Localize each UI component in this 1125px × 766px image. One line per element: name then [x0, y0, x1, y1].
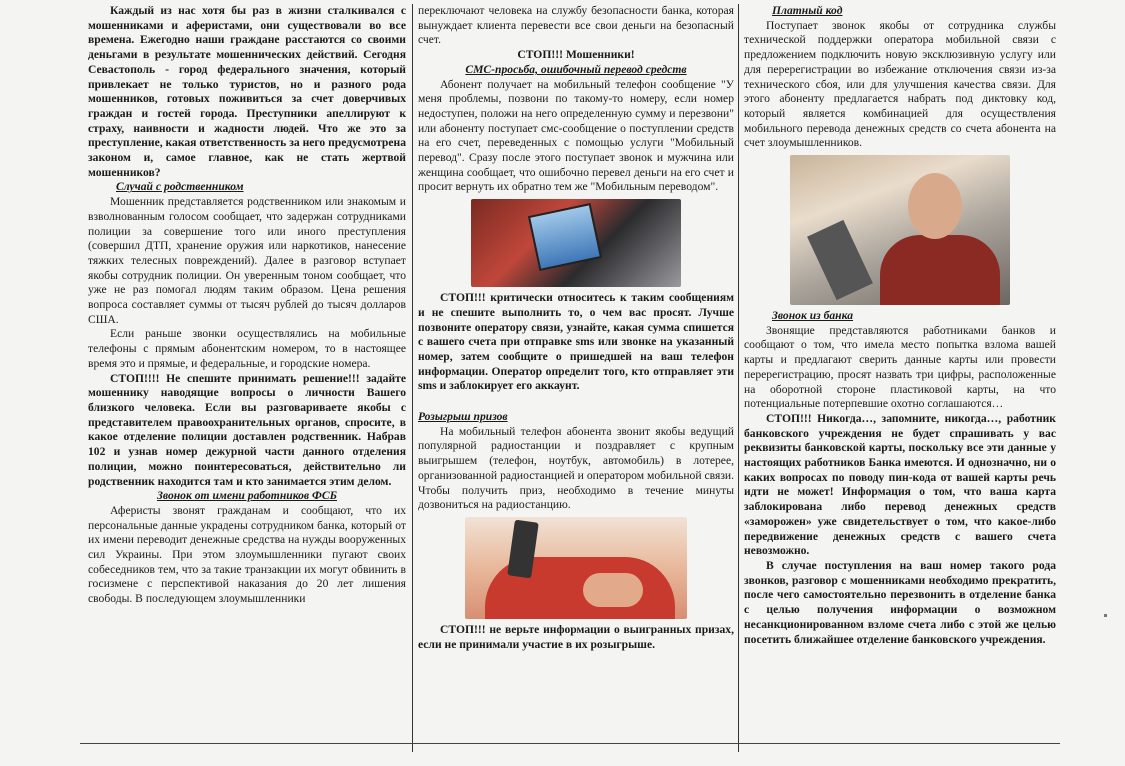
paragraph-sms: Абонент получает на мобильный телефон сообщение "У меня проблемы, позвони по такому-то номеру, если номер недоступен, положи на него определенную сумму и перезвони" или абоненту поступает смс-сообщение о поступлении средств на его счет, переведенных с помощью услуги "Мобильный перевод". Сразу после этого поступает звонок и мужчина или женщина сообщает, что ошибочно перевел деньги на его счет и просит вернуть их обратно тем же "Мобильным переводом". [418, 77, 734, 194]
heading-bank-call: Звонок из банка [772, 309, 854, 323]
heading-paid-code: Платный код [772, 4, 843, 17]
phone-screen-shape [528, 203, 602, 271]
paragraph-paid-code: Поступает звонок якобы от сотрудника службы технической поддержки оператора мобильной связи с предложением подключить новую эксклюзивную услугу или для перерегистрации во избежание отключения связи из-за технического сбоя, или для улучшения качества связи. Для этого абоненту предлагается набрать под диктовку код, который является комбинацией для осуществления мобильного перевода денежных средств со счета абонента на счет злоумышленников. [744, 18, 1056, 150]
photo-woman-with-phone [465, 517, 687, 619]
heading-relative: Случай с родственником [116, 180, 244, 194]
stop-warning-relative: СТОП!!!! Не спешите принимать решение!!! задайте мошеннику наводящие вопросы о личности Вашего близкого человека. Если вы разговариваете якобы с представителем правоохранительных органов, спросите, в какое отделение полиции доставлен родственник. Набрав 102 и узнав номер дежурной части данного отделения полиции, можно поинтересоваться, действительно ли родственник находится там и кто занимается этим делом. [88, 371, 406, 488]
stop-warning-bank: СТОП!!! Никогда…, запомните, никогда…, работник банковского учреждения не будет спрашивать у вас реквизиты банковской карты, поскольку все эти данные у настоящих работников Банка имеются. И однозначно, ни о каких вопросах по поводу пин-кода от вашей карты речь идти не может! Информация о том, что ваша карта заблокирована либо перевод денежных средств «заморожен» уже свидетельствует о том, что какое-либо передвижение денежных средств с вашего счета невозможно. [744, 411, 1056, 558]
scan-dot [1104, 614, 1107, 617]
column-2 [418, 4, 734, 752]
paragraph-fsb: Аферисты звонят гражданам и сообщают, что их персональные данные украдены сотрудником банка, который от их имени переводит денежные средства на нужды вооруженных сил Украины. При этом злоумышленники пугают своих собеседников тем, что за такие транзакции их могут обвинить в госизмене с перспективой наказания до 20 лет лишения свободы. В последующем злоумышленники [88, 503, 406, 606]
column-3 [744, 4, 1056, 752]
column-divider [412, 4, 413, 752]
heading-fsb: Звонок от имени работников ФСБ [157, 489, 337, 503]
paragraph-prize: На мобильный телефон абонента звонит якобы ведущий популярной радиостанции и поздравляет с крупным выигрышем (телефон, ноутбук, автомобиль) в лотерее, организованной радиостанцией и оператором мобильной связи. Чтобы получить приз, необходимо в течение минуты дозвониться на радиостанцию. [418, 424, 734, 512]
final-advice: В случае поступления на ваш номер такого рода звонков, разговор с мошенниками необходимо прекратить, после чего самостоятельно перезвонить в отделение банка с целью получения информации о возможном несанкционированном взломе счета либо с этой же целью посетить ближайшее отделение банковского учреждения. [744, 558, 1056, 646]
handset-shape [807, 220, 873, 300]
column-1 [88, 4, 406, 752]
paragraph-bank-call: Звонящие представляются работниками банков и сообщают о том, что имела место попытка взлома вашей карты и предлагают сверить данные карты или провести перерегистрацию, просят назвать три цифры, расположенные на оборотной стороне пластиковой карты, на что потенциальные потерпевшие охотно соглашаются… [744, 323, 1056, 411]
heading-prize: Розыгрыш призов [418, 410, 508, 424]
stop-warning-prize: СТОП!!! не верьте информации о выигранных призах, если не принимали участие в их розыгрыше. [418, 622, 734, 651]
column-divider [738, 4, 739, 752]
intro-paragraph: Каждый из нас хотя бы раз в жизни сталкивался с мошенниками и аферистами, они существовали во все времена. Ежегодно наши граждане расстаются со своими деньгами в результате мошеннических действий. Сегодня Севастополь - город федерального значения, который привлекает не только туристов, но и разного рода мошенников, готовых поживиться за счет доверчивых граждан и гостей города. Преступники апеллируют к страху, наивности и жадности людей. Что же это за преступление, какая ответственность за него предусмотрена законом и, самое главное, как не стать жертвой мошенников? [88, 4, 406, 179]
paragraph-relative-2: Если раньше звонки осуществлялись на мобильные телефоны с прямым абонентским номером, то в настоящее время это и прямые, и федеральные, и городские номера. [88, 327, 406, 370]
photo-elderly-woman-phone [790, 155, 1010, 305]
paragraph-relative-1: Мошенник представляется родственником или знакомым и взволнованным голосом сообщает, что задержан сотрудниками полиции за совершение того или иного преступления (совершил ДТП, хранение оружия или наркотиков, нанесение тяжких телесных повреждений). Далее в разговор вступает якобы сотрудник полиции. Он уверенным тоном сообщает, что уже не раз помогал людям таким образом. Цена решения вопроса составляет суммы от тысяч рублей до тысяч долларов США. [88, 195, 406, 326]
stop-warning-fsb: СТОП!!! Мошенники! [517, 48, 635, 62]
heading-sms: СМС-просьба, ошибочный перевод средств [465, 62, 687, 76]
stop-warning-sms: СТОП!!! критически относитесь к таким сообщениям и не спешите выполнить то, о чем вас просят. Лучше позвоните оператору связи, узнайте, какая сумма спишется с вашего счета при отправке sms или звонке на указанный номер, затем сообщите о пришедшей на ваш телефон информации. Оператор определит того, кто отправляет эти sms и заблокирует его аккаунт. [418, 291, 734, 393]
photo-phone-screen [471, 199, 681, 287]
paragraph-fsb-continued: переключают человека на службу безопасности банка, которая вынуждает клиента перевести все свои деньги на безопасный счет. [418, 4, 734, 47]
